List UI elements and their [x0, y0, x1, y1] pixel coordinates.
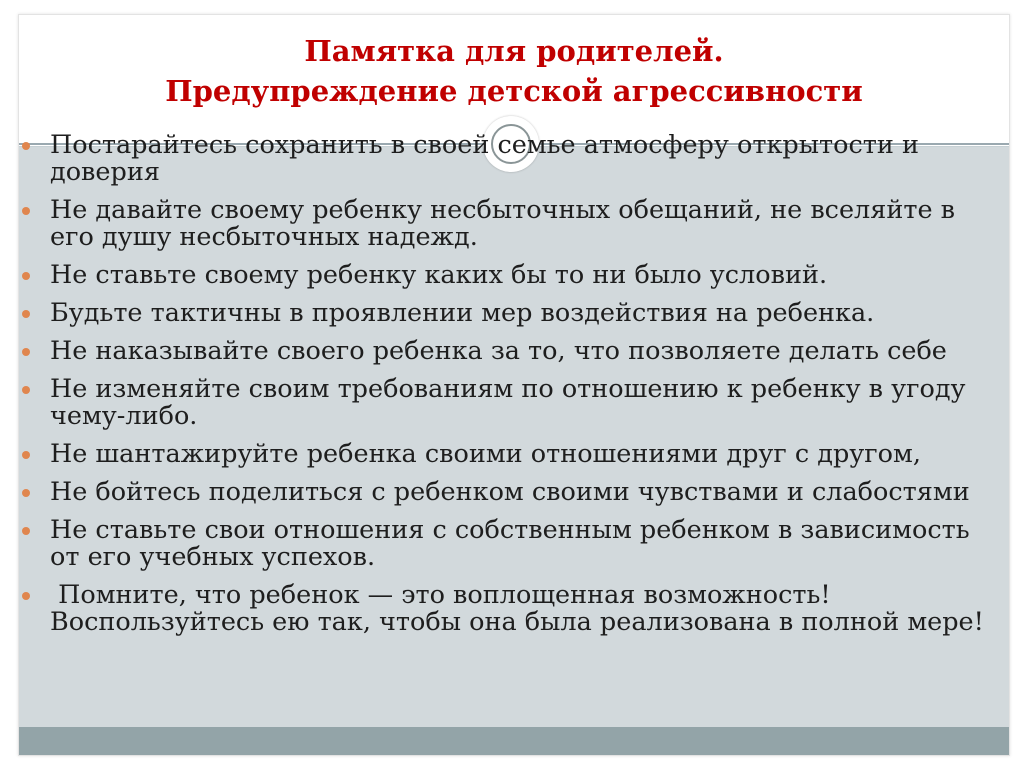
bullet-dot-icon	[22, 348, 30, 356]
list-item-text: Постарайтесь сохранить в своей семье атмосферу открытости и доверия	[50, 130, 928, 187]
list-item	[22, 517, 997, 571]
bullet-dot-icon	[22, 272, 30, 280]
list-item	[22, 376, 997, 430]
list-item	[22, 132, 997, 186]
title-line-2: Предупреждение детской агрессивности	[165, 74, 863, 108]
list-item	[22, 338, 997, 365]
bottom-band	[19, 727, 1009, 755]
list-item-text: Не шантажируйте ребенка своими отношениями друг с другом,	[50, 439, 921, 469]
list-item	[22, 197, 997, 251]
bullet-dot-icon	[22, 142, 30, 150]
list-item	[22, 262, 997, 289]
bullet-dot-icon	[22, 451, 30, 459]
list-item-text: Не наказывайте своего ребенка за то, что позволяете делать себе	[50, 336, 947, 366]
bullet-dot-icon	[22, 310, 30, 318]
list-item-text: Будьте тактичны в проявлении мер воздействия на ребенка.	[50, 298, 875, 328]
list-item	[22, 582, 997, 636]
slide-title	[19, 31, 1009, 111]
list-item-text: Не изменяйте своим требованиям по отношению к ребенку в угоду чему-либо.	[50, 374, 974, 431]
list-item	[22, 300, 997, 327]
list-item-text: Не ставьте своему ребенку каких бы то ни было условий.	[50, 260, 828, 290]
bullet-dot-icon	[22, 592, 30, 600]
list-item	[22, 479, 997, 506]
list-item-text: Помните, что ребенок — это воплощенная возможность! Воспользуйтесь ею так, чтобы она была реализована в полной мере!	[50, 580, 984, 637]
list-item	[22, 441, 997, 468]
title-line-1: Памятка для родителей.	[304, 34, 724, 68]
bullet-list	[22, 132, 997, 647]
bullet-dot-icon	[22, 207, 30, 215]
list-item-text: Не бойтесь поделиться с ребенком своими чувствами и слабостями	[50, 477, 970, 507]
bullet-dot-icon	[22, 386, 30, 394]
bullet-dot-icon	[22, 527, 30, 535]
list-item-text: Не ставьте свои отношения с собственным ребенком в зависимость от его учебных успехов.	[50, 515, 978, 572]
bullet-dot-icon	[22, 489, 30, 497]
list-item-text: Не давайте своему ребенку несбыточных обещаний, не вселяйте в его душу несбыточных надежд.	[50, 195, 964, 252]
